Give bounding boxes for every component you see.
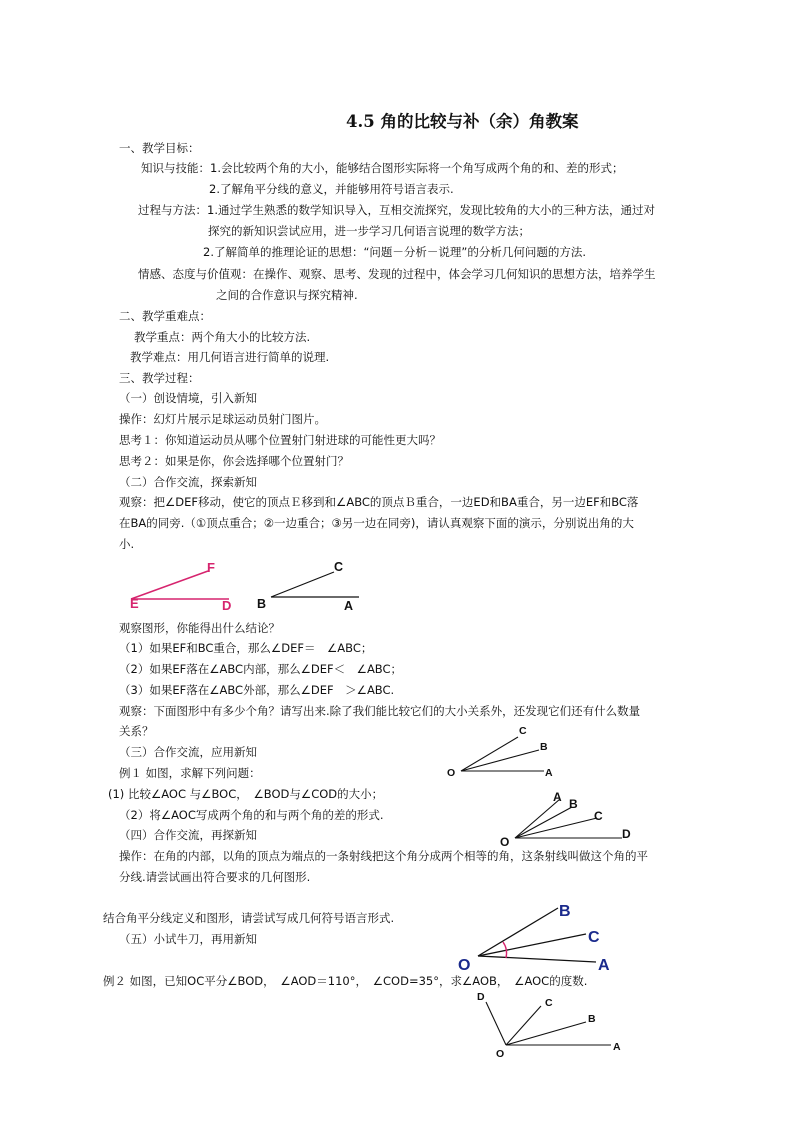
label-a: A <box>545 767 553 779</box>
difficult-point: 教学难点：用几何语言进行简单的说理. <box>130 350 330 364</box>
label-d: D <box>622 827 631 841</box>
process-text: 观察图形，你能得出什么结论？ <box>119 621 280 635</box>
label-b: B <box>257 597 267 611</box>
label-a: A <box>344 599 354 613</box>
figure-angle-def <box>130 560 231 613</box>
process-step-4: （四）合作交流，再探新知 <box>119 828 257 842</box>
label-o: O <box>496 1048 505 1060</box>
process-text: 小. <box>119 537 135 551</box>
label-c: C <box>545 997 553 1009</box>
label-d: D <box>477 991 485 1003</box>
process-step-5: （五）小试牛刀，再用新知 <box>119 932 257 946</box>
goal-process-1: 过程与方法：1.通过学生熟悉的数学知识导入，互相交流探究，发现比较角的大小的三种方法，通过对 <box>138 203 655 217</box>
conclusion-item: （2）如果EF落在∠ABC内部，那么∠DEF＜ ∠ABC； <box>119 662 403 676</box>
conclusion-item: （1）如果EF和BC重合，那么∠DEF＝ ∠ABC； <box>119 641 373 655</box>
section-heading-goals: 一、教学目标： <box>119 141 200 155</box>
label-c: C <box>519 725 527 737</box>
key-point: 教学重点：两个角大小的比较方法. <box>134 330 311 344</box>
process-step-3: （三）合作交流，应用新知 <box>119 745 257 759</box>
process-text: 在BA的同旁.（①顶点重合；②一边重合；③另一边在同旁)，请认真观察下面的演示，分别说出角的大 <box>119 516 634 530</box>
goal-emotion-1: 情感、态度与价值观：在操作、观察、思考、发现的过程中，体会学习几何知识的思想方法，培养学生 <box>138 267 656 281</box>
conclusion-item: （3）如果EF落在∠ABC外部，那么∠DEF ＞∠ABC. <box>119 683 395 697</box>
goal-process-2: 探究的新知识尝试应用，进一步学习几何语言说理的数学方法； <box>208 224 530 238</box>
process-text: 思考１：你知道运动员从哪个位置射门射进球的可能性更大吗？ <box>119 433 441 447</box>
process-text: 操作：幻灯片展示足球运动员射门图片。 <box>119 412 326 426</box>
label-b: B <box>540 741 548 753</box>
label-a: A <box>598 957 610 974</box>
figure-example-2 <box>477 991 621 1060</box>
page-title: 4.5 角的比较与补（余）角教案 <box>346 112 579 131</box>
example-1-question-2: （2）将∠AOC写成两个角的和与两个角的差的形式. <box>119 808 384 822</box>
process-text: 观察：下面图形中有多少个角？请写出来.除了我们能比较它们的大小关系外，还发现它们还有什么数量 <box>119 704 641 718</box>
label-c: C <box>594 809 603 823</box>
process-text: 分线.请尝试画出符合要求的几何图形. <box>119 870 311 884</box>
example-1-question-1: (1) 比较∠AOC 与∠BOC， ∠BOD与∠COD的大小； <box>108 787 384 801</box>
section-heading-process: 三、教学过程： <box>119 371 200 385</box>
figure-angle-abc <box>257 560 359 613</box>
label-c: C <box>588 929 600 946</box>
label-f: F <box>207 560 215 575</box>
process-text: 思考２：如果是你，你会选择哪个位置射门？ <box>119 454 349 468</box>
label-d: D <box>222 598 232 613</box>
label-b: B <box>588 1013 596 1025</box>
goal-knowledge-1: 知识与技能：1.会比较两个角的大小，能够结合图形实际将一个角写成两个角的和、差的形式； <box>141 161 624 175</box>
label-e: E <box>130 596 139 611</box>
process-text: 观察：把∠DEF移动，使它的顶点Ｅ移到和∠ABC的顶点Ｂ重合，一边ED和BA重合，另一边EF和BC落 <box>119 495 639 509</box>
process-step-2: （二）合作交流，探索新知 <box>119 475 257 489</box>
label-a: A <box>613 1041 621 1053</box>
section-heading-keypoints: 二、教学重难点： <box>119 309 211 323</box>
label-o: O <box>458 957 471 974</box>
example-1: 例１ 如图，求解下列问题： <box>119 766 261 780</box>
goal-emotion-2: 之间的合作意识与探究精神. <box>216 288 358 302</box>
label-a: A <box>553 790 562 804</box>
process-text: 关系？ <box>119 724 154 738</box>
label-o: O <box>500 835 510 849</box>
label-c: C <box>334 560 344 574</box>
label-o: O <box>447 767 456 779</box>
goal-knowledge-2: 2.了解角平分线的意义，并能够用符号语言表示. <box>209 182 454 196</box>
label-b: B <box>559 903 571 920</box>
label-b: B <box>569 797 578 811</box>
goal-process-3: 2.了解简单的推理论证的思想：“问题－分析－说理”的分析几何问题的方法. <box>203 245 587 259</box>
figure-angle-bisector <box>458 903 610 974</box>
process-step-1: （一）创设情境，引入新知 <box>119 391 257 405</box>
example-2: 例２ 如图，已知OC平分∠BOD， ∠AOD＝110°， ∠COD=35°，求∠AOB， ∠AOC的度数. <box>103 974 588 988</box>
figure-example-1 <box>500 790 631 849</box>
process-text: 结合角平分线定义和图形，请尝试写成几何符号语言形式. <box>103 911 395 925</box>
process-text: 操作：在角的内部，以角的顶点为端点的一条射线把这个角分成两个相等的角，这条射线叫做这个角的平 <box>119 849 648 863</box>
figure-observe-angles <box>447 725 553 779</box>
